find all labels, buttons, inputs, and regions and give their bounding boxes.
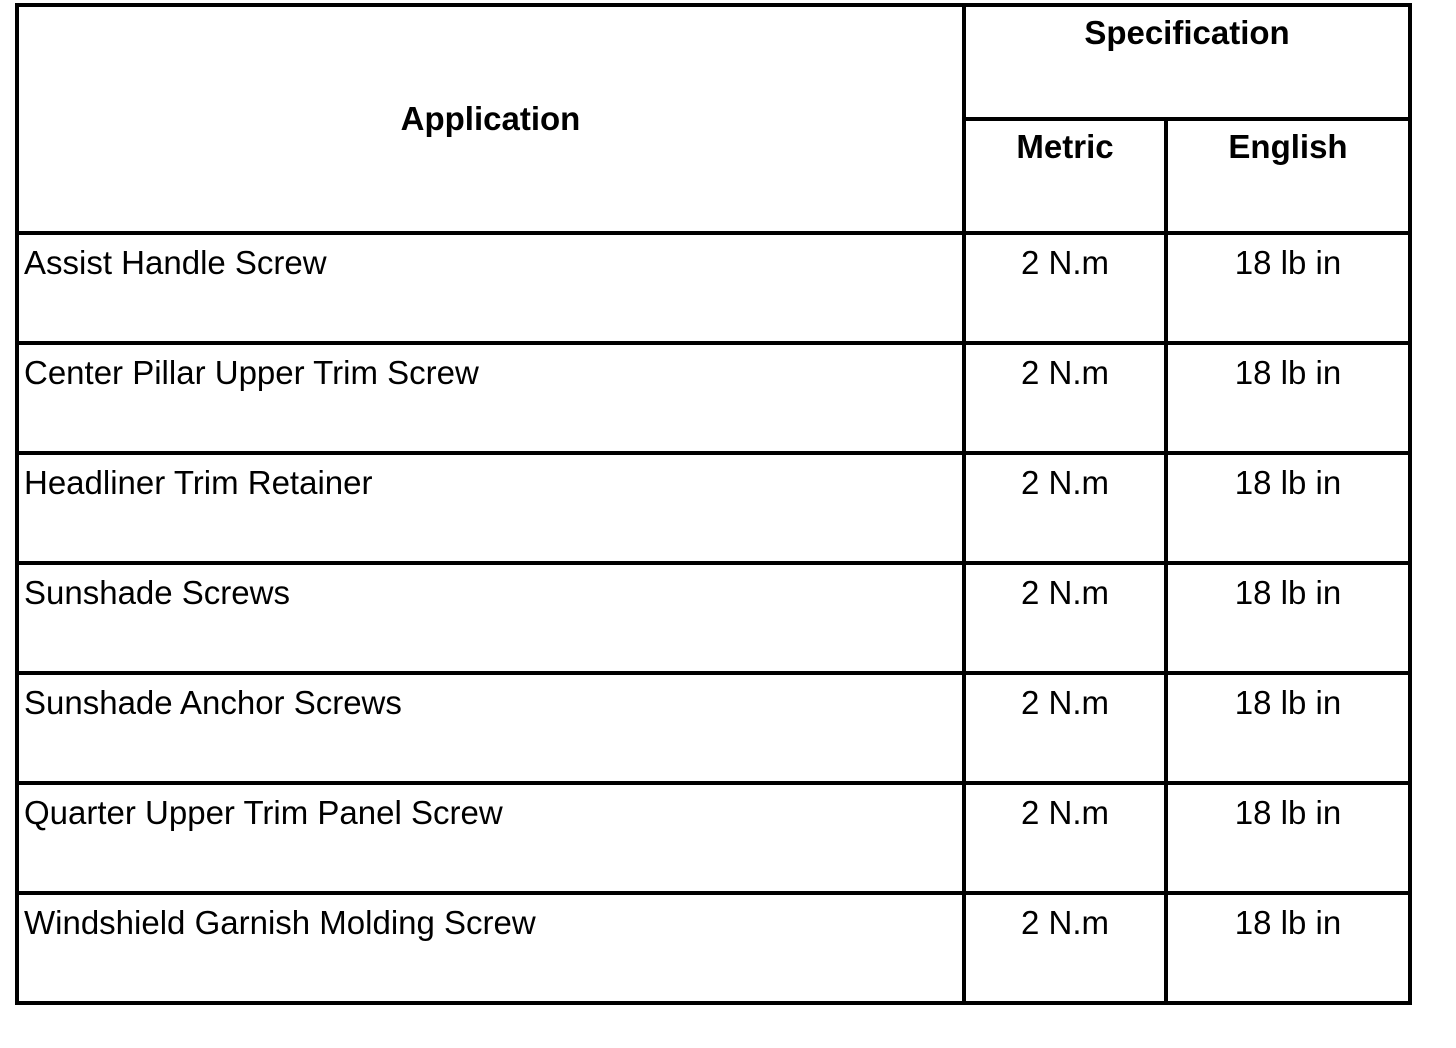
english-cell: 18 lb in — [1166, 783, 1410, 893]
metric-column-header: Metric — [964, 119, 1166, 233]
application-cell: Quarter Upper Trim Panel Screw — [17, 783, 964, 893]
metric-cell: 2 N.m — [964, 233, 1166, 343]
english-cell: 18 lb in — [1166, 673, 1410, 783]
table-row — [17, 783, 1410, 893]
application-cell: Center Pillar Upper Trim Screw — [17, 343, 964, 453]
metric-cell: 2 N.m — [964, 563, 1166, 673]
table-body — [17, 233, 1410, 1003]
english-cell: 18 lb in — [1166, 343, 1410, 453]
table-row — [17, 563, 1410, 673]
english-cell: 18 lb in — [1166, 893, 1410, 1003]
specification-group-header: Specification — [964, 5, 1410, 119]
english-column-header: English — [1166, 119, 1410, 233]
application-cell: Sunshade Screws — [17, 563, 964, 673]
metric-cell: 2 N.m — [964, 783, 1166, 893]
table-row — [17, 343, 1410, 453]
metric-cell: 2 N.m — [964, 453, 1166, 563]
table-row — [17, 893, 1410, 1003]
metric-cell: 2 N.m — [964, 893, 1166, 1003]
english-cell: 18 lb in — [1166, 563, 1410, 673]
table-row — [17, 233, 1410, 343]
torque-specification-table — [15, 3, 1412, 1005]
table-header — [17, 5, 1410, 233]
metric-cell: 2 N.m — [964, 673, 1166, 783]
english-cell: 18 lb in — [1166, 453, 1410, 563]
header-row-top — [17, 5, 1410, 119]
application-cell: Headliner Trim Retainer — [17, 453, 964, 563]
application-cell: Sunshade Anchor Screws — [17, 673, 964, 783]
application-cell: Assist Handle Screw — [17, 233, 964, 343]
english-cell: 18 lb in — [1166, 233, 1410, 343]
table-row — [17, 673, 1410, 783]
table-row — [17, 453, 1410, 563]
metric-cell: 2 N.m — [964, 343, 1166, 453]
application-column-header: Application — [17, 5, 964, 233]
application-cell: Windshield Garnish Molding Screw — [17, 893, 964, 1003]
